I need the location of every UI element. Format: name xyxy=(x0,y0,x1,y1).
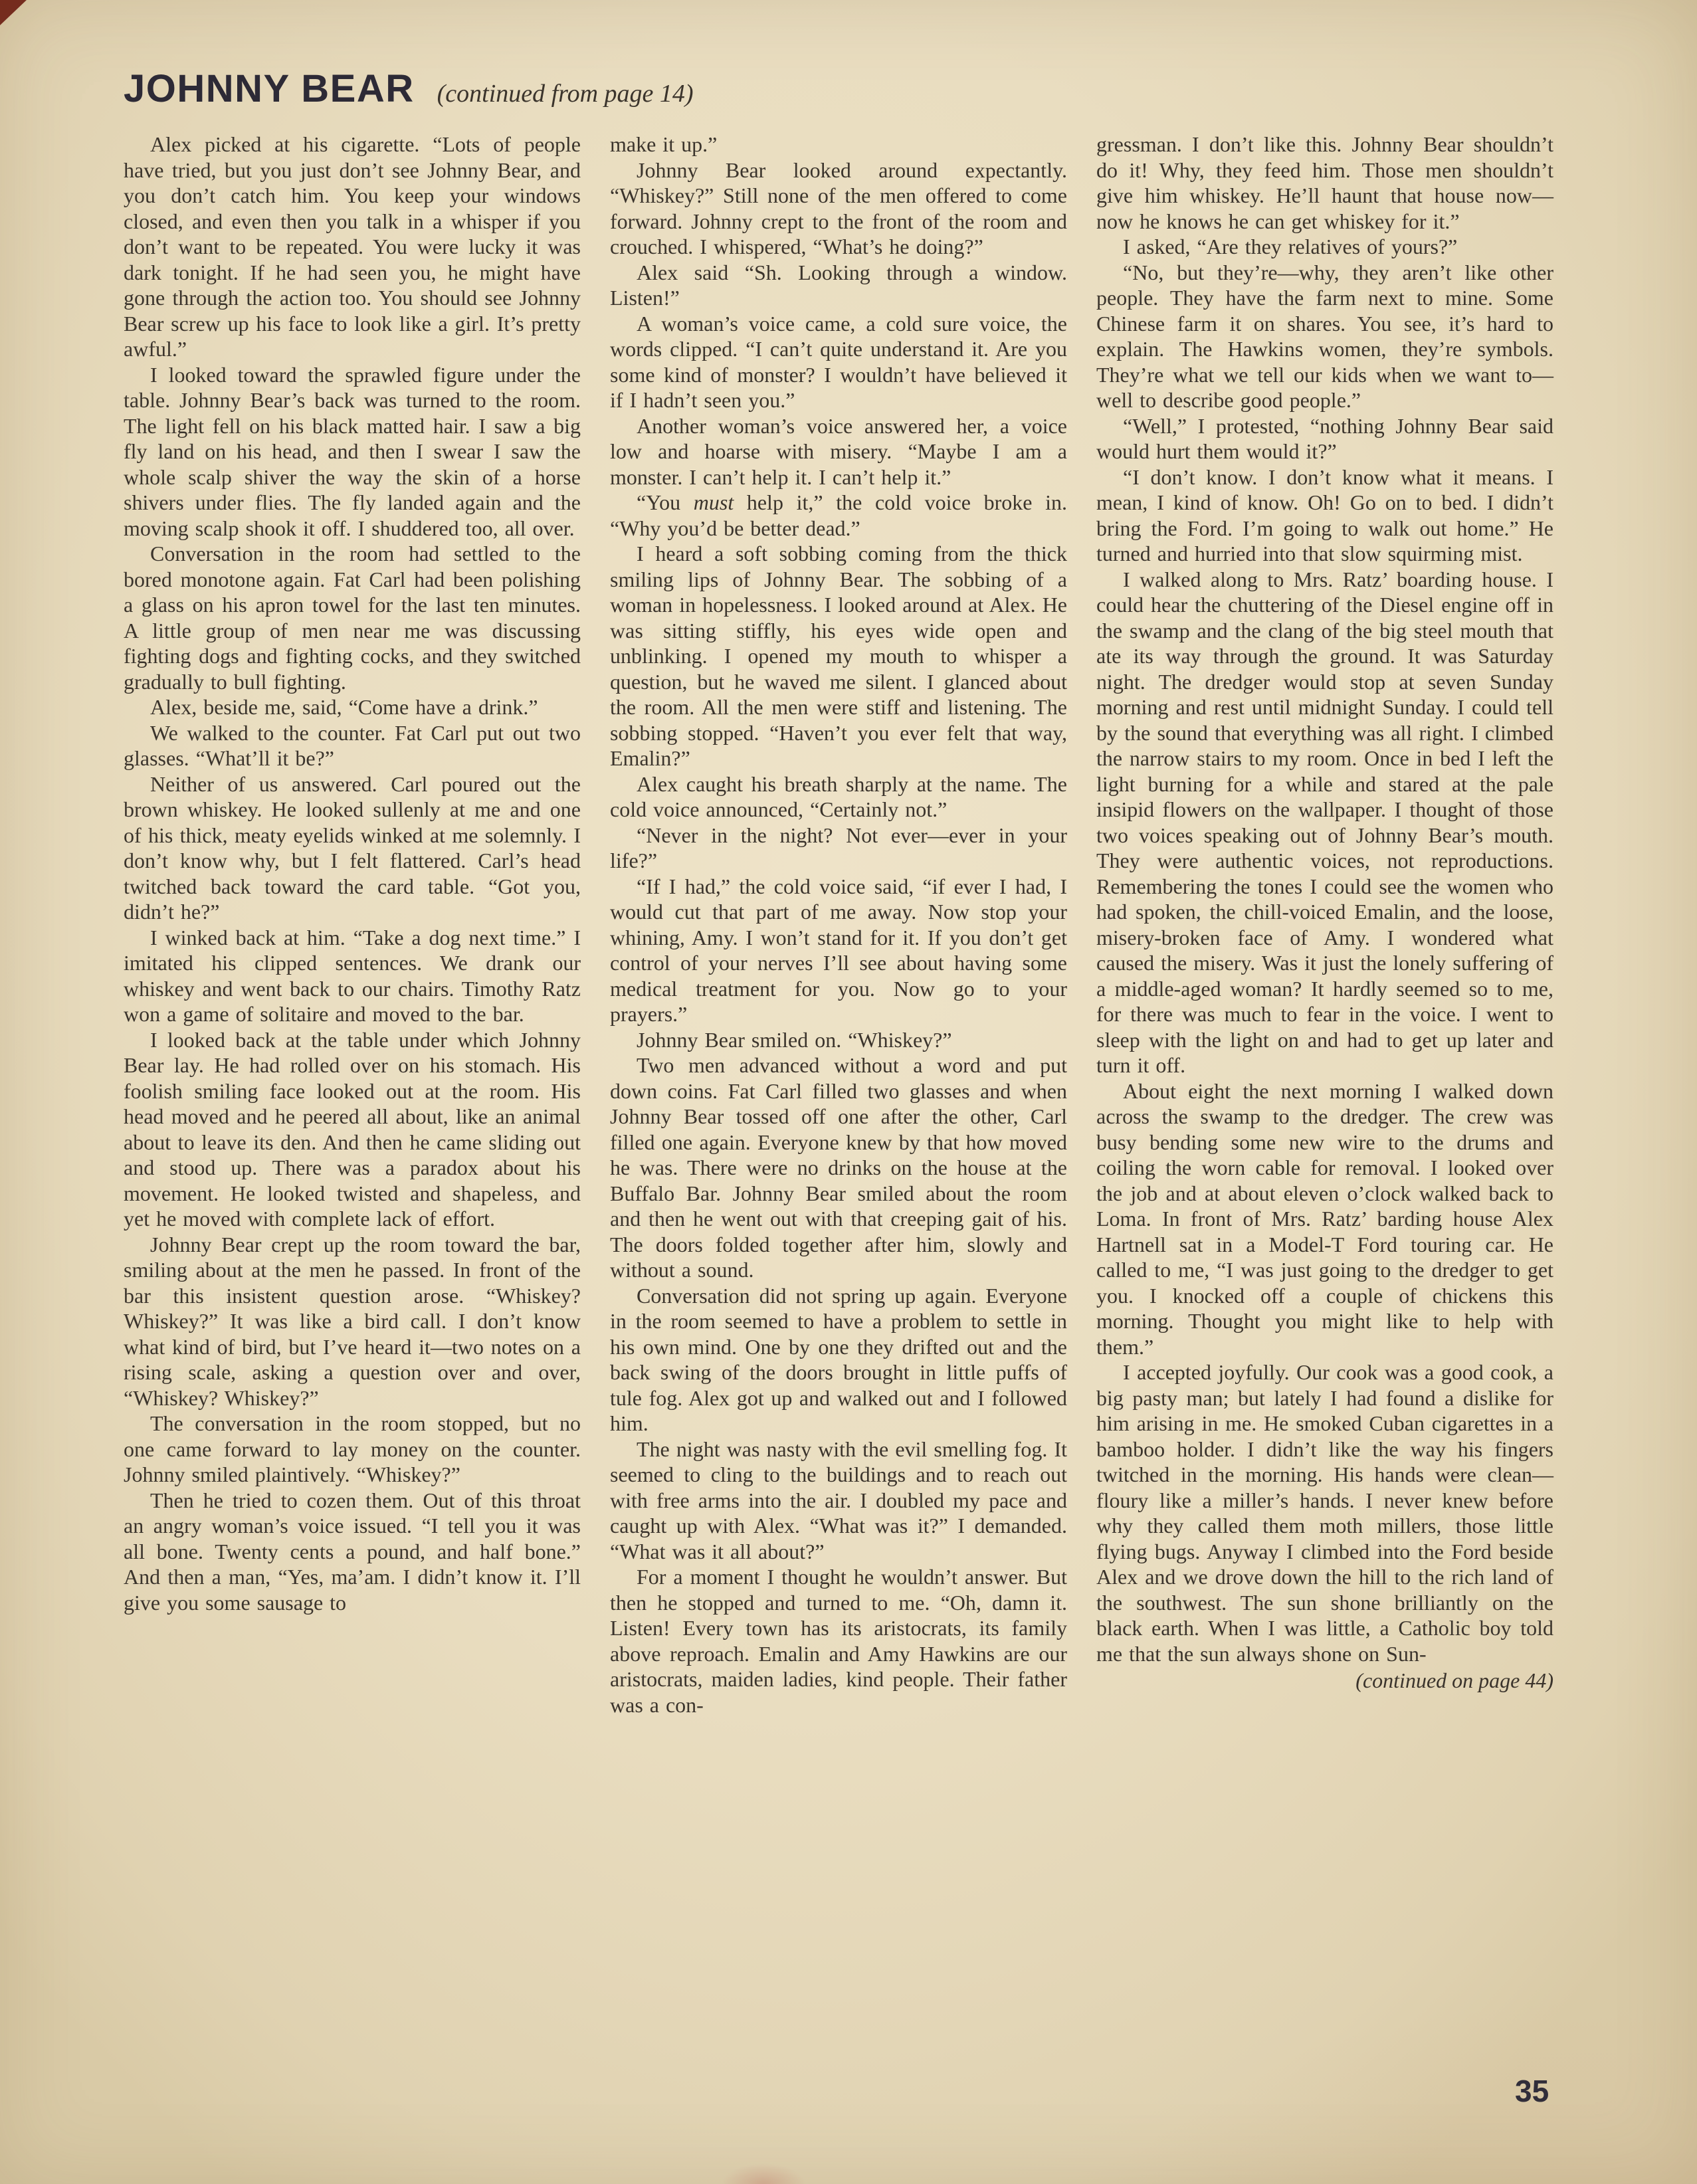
text-column-3 xyxy=(1096,132,1553,1718)
story-paragraph: I walked along to Mrs. Ratz’ boarding house. I could hear the chuttering of the Diesel engine off in the swamp and the clang of the big steel mouth that ate its way through the ground. It was Saturday night. The dredger would stop at seven Sunday morning and rest until midnight Sunday. I could tell by the sound that everything was all right. I climbed the narrow stairs to my room. Once in bed I left the light burning for a while and stared at the pale insipid flowers on the wallpaper. I thought of those two voices speaking out of Johnny Bear’s mouth. They were authentic voices, not reproductions. Remembering the tones I could see the women who had spoken, the chill-voiced Emalin, and the loose, misery-broken face of Amy. I wondered what caused the misery. Was it just the lonely suffering of a middle-aged woman? It hardly seemed so to me, for there was much to fear in the voice. I went to sleep with the light on and had to get up later and turn it off. xyxy=(1096,567,1553,1077)
story-paragraph: “If I had,” the cold voice said, “if ever I had, I would cut that part of me away. Now stop your whining, Amy. I won’t stand for it. If you don’t get control of your nerves I’ll see about having some medical treatment for you. Now go to your prayers.” xyxy=(610,874,1067,1026)
story-paragraph: I winked back at him. “Take a dog next time.” I imitated his clipped sentences. We drank our whiskey and went back to our chairs. Timothy Ratz won a game of solitaire and moved to the bar. xyxy=(124,925,581,1026)
story-paragraph: The night was nasty with the evil smelling fog. It seemed to cling to the buildings and to reach out with free arms into the air. I doubled my pace and caught up with Alex. “What was it?” I demanded. “What was it all about?” xyxy=(610,1437,1067,1563)
story-paragraph: Johnny Bear crept up the room toward the bar, smiling about at the men he passed. In front of the bar this insistent question arose. “Whiskey? Whiskey?” It was like a bird call. I don’t know what kind of bird, but I’ve heard it—two notes on a rising scale, asking a question over and over, “Whiskey? Whiskey?” xyxy=(124,1232,581,1410)
continued-from-note: (continued from page 14) xyxy=(437,80,694,108)
page-number: 35 xyxy=(1515,2074,1549,2108)
story-paragraph: I looked toward the sprawled figure under the table. Johnny Bear’s back was turned to the room. The light fell on his black matted hair. I saw a big fly land on his head, and then I swear I saw the whole scalp shiver the way the skin of a horse shivers under flies. The fly landed again and the moving scalp shook it off. I shuddered too, all over. xyxy=(124,362,581,540)
story-paragraph: Alex said “Sh. Looking through a window. Listen!” xyxy=(610,260,1067,310)
story-paragraph: I asked, “Are they relatives of yours?” xyxy=(1123,235,1458,258)
story-paragraph: Then he tried to cozen them. Out of this throat an angry woman’s voice issued. “I tell you it was all bone. Twenty cents a pound, and half bone.” And then a man, “Yes, ma’am. I didn’t know it. I’ll give you some sausage to xyxy=(124,1488,581,1615)
story-paragraph: I looked back at the table under which Johnny Bear lay. He had rolled over on his stomach. His foolish smiling face looked out at the room. His head moved and he peered all about, like an animal about to leave its den. And then he came sliding out and stood up. There was a paradox about his movement. He looked twisted and shapeless, and yet he moved with complete lack of effort. xyxy=(124,1027,581,1231)
article-body xyxy=(124,132,1553,1718)
story-paragraph: I accepted joyfully. Our cook was a good cook, a big pasty man; but lately I had found a dislike for him arising in me. He smoked Cuban cigarettes in a bamboo holder. I didn’t like the way his fingers twitched in the morning. His hands were clean—floury like a miller’s hands. I never knew before why they called them moth millers, those little flying bugs. Anyway I climbed into the Ford beside Alex and we drove down the hill to the rich land of the southwest. The sun shone brilliantly on the black earth. When I was little, a Catholic boy told me that the sun always shone on Sun- xyxy=(1096,1360,1553,1666)
story-paragraph: About eight the next morning I walked down across the swamp to the dredger. The crew was busy bending some new wire to the drums and coiling the worn cable for removal. I looked over the job and at about eleven o’clock walked back to Loma. In front of Mrs. Ratz’ barding house Alex Hartnell sat in a Model-T Ford touring car. He called to me, “I was just going to the dredger to get you. I knocked off a couple of chickens this morning. Thought you might like to help with them.” xyxy=(1096,1078,1553,1359)
story-paragraph: Conversation in the room had settled to the bored monotone again. Fat Carl had been polishing a glass on his apron towel for the last ten minutes. A little group of men near me was discussing fighting dogs and fighting cocks, and they switched gradually to bull fighting. xyxy=(124,542,581,694)
story-paragraph: I heard a soft sobbing coming from the thick smiling lips of Johnny Bear. The sobbing of a woman in hopelessness. I looked around at Alex. He was sitting stiffly, his eyes wide open and unblinking. I opened my mouth to whisper a question, but he waved me silent. I glanced about the room. All the men were stiff and listening. The sobbing stopped. “Haven’t you ever felt that way, Emalin?” xyxy=(610,542,1067,770)
story-paragraph: “You must help it,” the cold voice broke in. “Why you’d be better dead.” xyxy=(610,490,1067,540)
story-paragraph: Johnny Bear smiled on. “Whiskey?” xyxy=(637,1027,952,1052)
story-paragraph: “Never in the night? Not ever—ever in your life?” xyxy=(610,823,1067,872)
page-corner-fold xyxy=(0,0,27,25)
story-paragraph: Alex, beside me, said, “Come have a drink.” xyxy=(150,695,538,719)
continued-on-note: (continued on page 44) xyxy=(1355,1668,1553,1692)
article-header xyxy=(124,66,694,111)
story-paragraph: Two men advanced without a word and put down coins. Fat Carl filled two glasses and when Johnny Bear tossed off one after the other, Carl filled one again. Everyone knew by that how moved he was. There were no drinks on the house at the Buffalo Bar. Johnny Bear smiled about the room and then he went out with that creeping gait of his. The doors folded together after him, slowly and without a sound. xyxy=(610,1053,1067,1282)
story-paragraph: Another woman’s voice answered her, a voice low and hoarse with misery. “Maybe I am a monster. I can’t help it. I can’t help it.” xyxy=(610,413,1067,489)
story-paragraph: “Well,” I protested, “nothing Johnny Bear said would hurt them would it?” xyxy=(1096,413,1553,463)
text-column-2 xyxy=(610,132,1067,1718)
story-paragraph: gressman. I don’t like this. Johnny Bear shouldn’t do it! Why, they feed him. Those men shouldn’t give him whiskey. He’ll haunt that house now—now he knows he can get whiskey for it.” xyxy=(1096,132,1553,233)
story-paragraph: A woman’s voice came, a cold sure voice, the words clipped. “I can’t quite understand it. Are you some kind of monster? I wouldn’t have believed it if I hadn’t seen you.” xyxy=(610,311,1067,412)
story-paragraph: Neither of us answered. Carl poured out the brown whiskey. He looked sullenly at me and one of his thick, meaty eyelids winked at me solemnly. I don’t know why, but I felt flattered. Carl’s head twitched back toward the card table. “Got you, didn’t he?” xyxy=(124,771,581,924)
story-paragraph: Johnny Bear looked around expectantly. “Whiskey?” Still none of the men offered to come forward. Johnny crept to the front of the room and crouched. I whispered, “What’s he doing?” xyxy=(610,157,1067,258)
story-paragraph: “No, but they’re—why, they aren’t like other people. They have the farm next to mine. Some Chinese farm it on shares. You see, it’s hard to explain. The Hawkins women, they’re symbols. They’re what we tell our kids when we want to—well to describe good people.” xyxy=(1096,260,1553,412)
text-column-3-paragraphs xyxy=(1096,132,1553,1666)
article-title: JOHNNY BEAR xyxy=(124,67,415,110)
story-paragraph: Alex picked at his cigarette. “Lots of people have tried, but you just don’t see Johnny Bear, and you don’t catch him. You keep your windows closed, and even then you talk in a whisper if you don’t want to be repeated. You were lucky it was dark tonight. If he had seen you, he might have gone through the action too. You should see Johnny Bear screw up his face to look like a girl. It’s pretty awful.” xyxy=(124,132,581,361)
text-column-1 xyxy=(124,132,581,1718)
story-paragraph: The conversation in the room stopped, but no one came forward to lay money on the counter. Johnny smiled plaintively. “Whiskey?” xyxy=(124,1411,581,1486)
story-paragraph: “I don’t know. I don’t know what it means. I mean, I kind of know. Oh! Go on to bed. I didn’t bring the Ford. I’m going to walk out home.” He turned and hurried into that slow squirming mist. xyxy=(1096,464,1553,565)
story-paragraph: We walked to the counter. Fat Carl put out two glasses. “What’ll it be?” xyxy=(124,720,581,770)
story-paragraph: make it up.” xyxy=(610,132,718,156)
story-paragraph: For a moment I thought he wouldn’t answer. But then he stopped and turned to me. “Oh, damn it. Listen! Every town has its aristocrats, its family above reproach. Emalin and Amy Hawkins are our aristocrats, maiden ladies, kind people. Their father was a con- xyxy=(610,1565,1067,1717)
story-paragraph: Alex caught his breath sharply at the name. The cold voice announced, “Certainly not.” xyxy=(610,771,1067,821)
story-paragraph: Conversation did not spring up again. Everyone in the room seemed to have a problem to settle in his own mind. One by one they drifted out and the back swing of the doors brought in little puffs of tule fog. Alex got up and walked out and I followed him. xyxy=(610,1283,1067,1435)
